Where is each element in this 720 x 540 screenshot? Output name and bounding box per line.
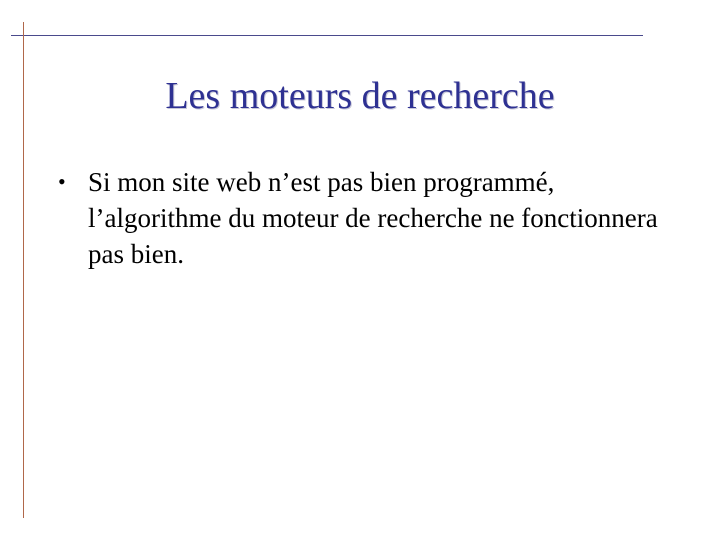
- bullet-dot-icon: •: [58, 169, 66, 194]
- horizontal-divider-line: [11, 35, 643, 36]
- bullet-list: [58, 164, 678, 272]
- bullet-item: [58, 164, 678, 272]
- slide-title: Les moteurs de recherche: [165, 75, 555, 117]
- bullet-text: Si mon site web n’est pas bien programmé, l’algorithme du moteur de recherche ne fonctionnera pas bien.: [88, 167, 658, 269]
